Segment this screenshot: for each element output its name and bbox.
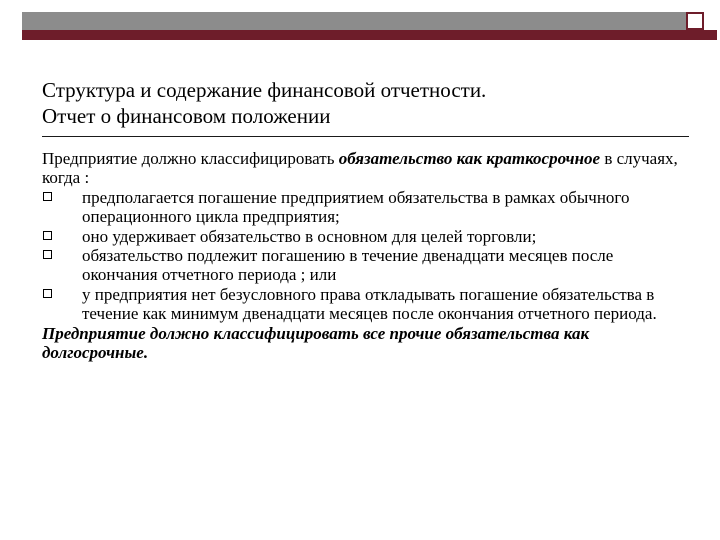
- list-item: [42, 227, 682, 246]
- hollow-square-bullet-icon: [43, 250, 52, 259]
- list-item: [42, 188, 682, 227]
- hollow-square-bullet-icon: [43, 289, 52, 298]
- header-gray-band: [22, 12, 686, 30]
- intro-emphasis: обязательство как краткосрочное: [338, 149, 601, 168]
- list-item-text: у предприятия нет безусловного права откладывать погашение обязательства в течение как минимум двенадцати месяцев после окончания отчетного периода.: [82, 284, 657, 324]
- corner-square-icon: [686, 12, 704, 30]
- title-line-2: Отчет о финансовом положении: [42, 104, 331, 128]
- criteria-list: [42, 188, 682, 324]
- list-item-text: оно удерживает обязательство в основном для целей торговли;: [82, 226, 537, 246]
- intro-paragraph: [42, 149, 682, 188]
- title-divider: [42, 136, 689, 137]
- hollow-square-bullet-icon: [43, 192, 52, 201]
- intro-text-end: в случаях, когда :: [42, 149, 678, 188]
- slide-body: [42, 149, 682, 362]
- hollow-square-bullet-icon: [43, 231, 52, 240]
- title-line-1: Структура и содержание финансовой отчетности.: [42, 78, 487, 102]
- header-accent-rule: [22, 30, 717, 40]
- slide-title: [42, 77, 692, 129]
- list-item: [42, 285, 682, 324]
- list-item: [42, 246, 682, 285]
- closing-statement: Предприятие должно классифицировать все прочие обязательства как долгосрочные.: [42, 323, 590, 363]
- list-item-text: предполагается погашение предприятием обязательства в рамках обычного операционного цикла предприятия;: [82, 187, 630, 227]
- intro-text-start: Предприятие должно классифицировать: [42, 149, 339, 168]
- list-item-text: обязательство подлежит погашению в течение двенадцати месяцев после окончания отчетного периода ; или: [82, 246, 614, 285]
